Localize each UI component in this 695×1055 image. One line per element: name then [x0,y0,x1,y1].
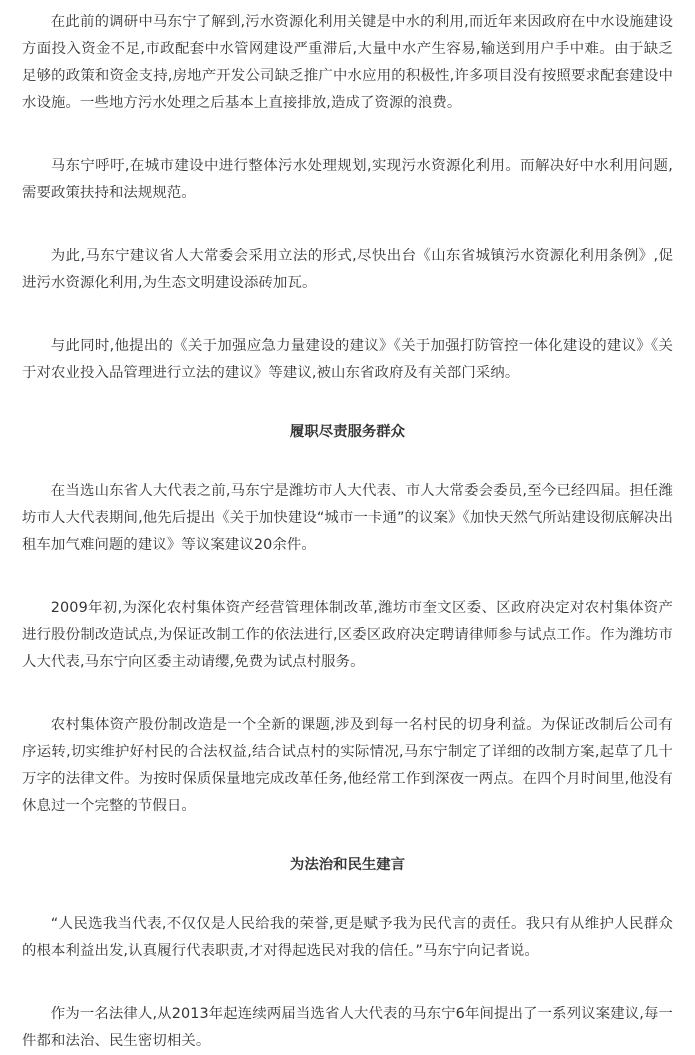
paragraph-spacer [22,879,673,911]
paragraph-weifang-deputy: 在当选山东省人大代表之前,马东宁是潍坊市人大代表、市人大常委会委员,至今已经四届。担任潍坊市人大代表期间,他先后提出《关于加快建设“城市一卡通”的议案》《加快天然气所站建设彻底解决出租车加气难问题的建议》等议案建议20余件。 [22,483,673,553]
paragraph-spacer [22,297,673,333]
paragraph-spacer [22,387,673,419]
paragraph-quote-to-reporter: “人民选我当代表,不仅仅是人民给我的荣誉,更是赋予我为民代言的责任。我只有从维护人民群众的根本利益出发,认真履行代表职责,才对得起选民对我的信任。”马东宁向记者说。 [22,916,673,959]
paragraph-spacer [22,965,673,1001]
paragraph-adopted-suggestions: 与此同时,他提出的《关于加强应急力量建设的建议》《关于加强打防管控一体化建设的建议》《关于对农业投入品管理进行立法的建议》等建议,被山东省政府及有关部门采纳。 [22,338,673,381]
paragraph-shareholding-reform: 农村集体资产股份制改造是一个全新的课题,涉及到每一名村民的切身利益。为保证改制后公司有序运转,切实维护好村民的合法权益,结合试点村的实际情况,马东宁制定了详细的改制方案,起草了几十万字的法律文件。为按时保质保量地完成改革任务,他经常工作到深夜一两点。在四个月时间里,他没有休息过一个完整的节假日。 [22,717,673,814]
paragraph-sewage-planning-appeal: 马东宁呼吁,在城市建设中进行整体污水处理规划,实现污水资源化利用。而解决好中水利用问题,需要政策扶持和法规规范。 [22,158,673,201]
paragraph-spacer [22,207,673,243]
paragraph-spacer [22,559,673,595]
paragraph-spacer [22,676,673,712]
paragraph-reclaimed-water-research: 在此前的调研中马东宁了解到,污水资源化利用关键是中水的利用,而近年来因政府在中水设施建设方面投入资金不足,市政配套中水管网建设严重滞后,大量中水产生容易,输送到用户手中难。由于缺乏足够的政策和资金支持,房地产开发公司缺乏推广中水应用的积极性,许多项目没有按照要求配套建设中水设施。一些地方污水处理之后基本上直接排放,造成了资源的浪费。 [22,14,673,111]
paragraph-2009-reform-pilot: 2009年初,为深化农村集体资产经营管理体制改革,潍坊市奎文区委、区政府决定对农村集体资产进行股份制改造试点,为保证改制工作的依法进行,区委区政府决定聘请律师参与试点工作。作为潍坊市人大代表,马东宁向区委主动请缨,免费为试点村服务。 [22,600,673,670]
paragraph-lawyer-proposals: 作为一名法律人,从2013年起连续两届当选省人大代表的马东宁6年间提出了一系列议案建议,每一件都和法治、民生密切相关。 [22,1006,673,1049]
paragraph-spacer [22,446,673,478]
section-heading-serve-masses: 履职尽责服务群众 [289,424,406,440]
paragraph-legislation-proposal: 为此,马东宁建议省人大常委会采用立法的形式,尽快出台《山东省城镇污水资源化利用条例》,促进污水资源化利用,为生态文明建设添砖加瓦。 [22,248,673,291]
paragraph-spacer [22,117,673,153]
section-heading-rule-of-law: 为法治和民生建言 [289,857,406,873]
paragraph-spacer [22,820,673,852]
